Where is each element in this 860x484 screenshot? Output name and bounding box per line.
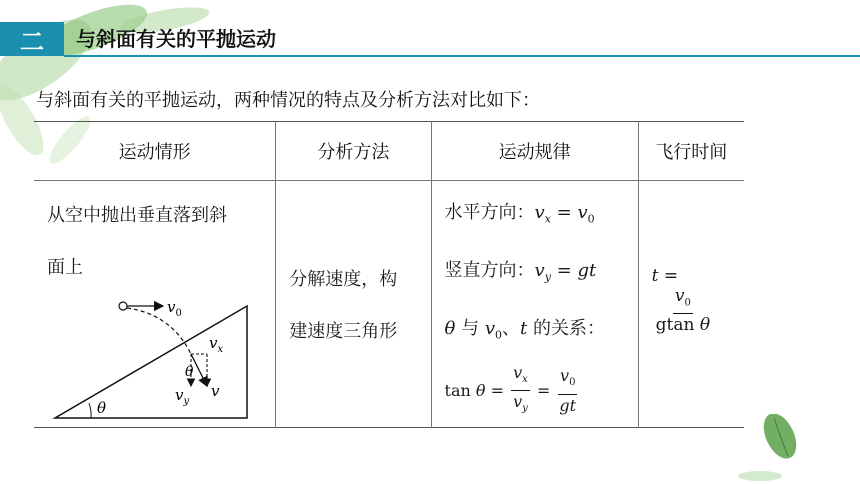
incline-triangle xyxy=(55,306,247,418)
case-line-1: 从空中抛出垂直落到斜 xyxy=(47,205,227,226)
time-formula xyxy=(640,182,743,336)
rule-cell xyxy=(431,181,638,428)
case-cell xyxy=(34,181,276,428)
column-header-time: 飞行时间 xyxy=(655,142,728,163)
rule-vertical: 竖直方向：$v_y$ = gt xyxy=(444,260,597,284)
time-numerator: $v_0$ xyxy=(673,286,693,314)
table-header-row xyxy=(34,122,744,181)
label-theta-velocity: θ xyxy=(185,364,194,380)
header-underline xyxy=(64,55,860,57)
section-title: 与斜面有关的平抛运动 xyxy=(76,27,276,51)
method-description xyxy=(277,182,429,358)
table-row xyxy=(34,181,744,428)
rule-theta-connector: 与 xyxy=(461,318,480,339)
rule-theta-separator: 、 xyxy=(502,318,521,339)
rule-vertical-label: 竖直方向： xyxy=(444,260,535,281)
time-lhs: t = xyxy=(651,266,679,286)
section-number-badge: 二 xyxy=(0,22,64,56)
rule-horizontal: 水平方向：$v_x = v_0$ xyxy=(444,202,595,226)
label-vy: $v_y$ xyxy=(175,386,190,407)
time-cell xyxy=(638,181,744,428)
label-v: v xyxy=(211,382,220,400)
method-line-1: 分解速度，构 xyxy=(289,269,398,290)
column-header-method: 分析方法 xyxy=(276,122,431,181)
label-v0: $v_0$ xyxy=(167,298,182,319)
column-header-case: 运动情形 xyxy=(34,122,276,181)
rule-theta-tail: 的关系： xyxy=(533,318,605,339)
label-theta-incline: θ xyxy=(97,399,107,417)
rule-tan-formula: tan θ = $\frac{v_x}{v_y}$ = $\frac{v_0}{gt}$ xyxy=(444,362,577,415)
incline-diagram xyxy=(51,296,261,426)
time-denominator: gtan θ xyxy=(655,315,711,336)
rule-horizontal-label: 水平方向： xyxy=(444,202,535,223)
intro-text: 与斜面有关的平抛运动，两种情况的特点及分析方法对比如下： xyxy=(36,90,540,111)
case-description xyxy=(35,182,274,294)
case-line-2: 面上 xyxy=(47,257,83,278)
rule-theta-relation: θ 与 $v_0$、t 的关系： xyxy=(444,318,605,342)
section-header xyxy=(0,22,860,56)
comparison-table xyxy=(34,121,744,428)
method-cell xyxy=(276,181,431,428)
method-line-2: 建速度三角形 xyxy=(289,321,398,342)
ball-icon xyxy=(119,302,127,310)
label-vx: $v_x$ xyxy=(209,334,224,355)
column-header-rule: 运动规律 xyxy=(431,122,638,181)
